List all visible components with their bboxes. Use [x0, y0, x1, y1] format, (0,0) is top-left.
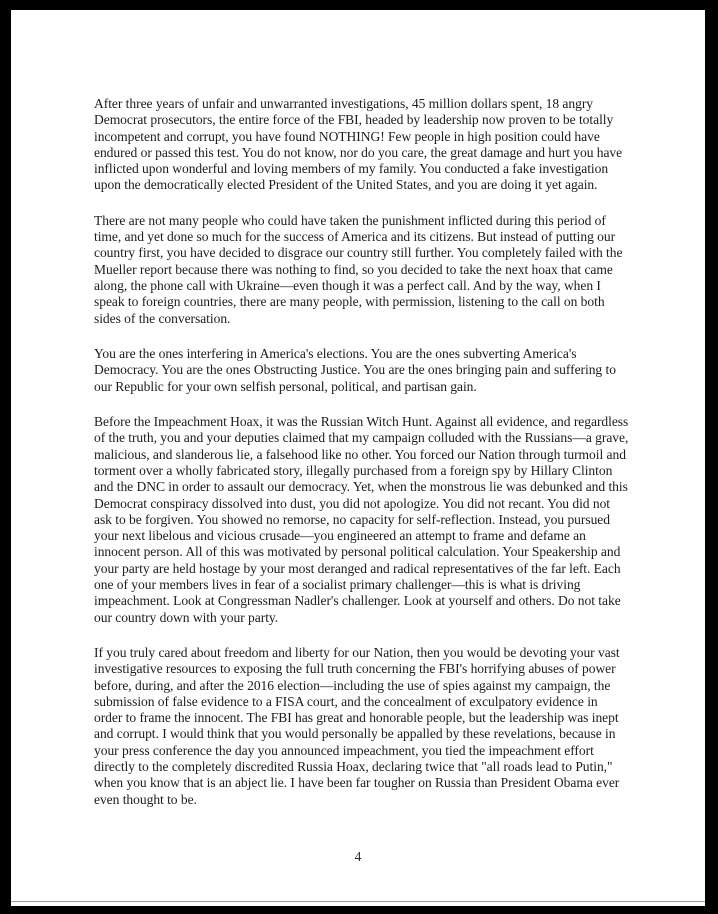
- paragraph-fbi-abuses: If you truly cared about freedom and liberty for our Nation, then you would be devoting your vast investigative resources to exposing the full truth concerning the FBI's horrifying abuses of power before, during, and after the 2016 election—including the use of spies against my campaign, the submission of false evidence to a FISA court, and the concealment of exculpatory evidence in order to frame the innocent. The FBI has great and honorable people, but the leadership was inept and corrupt. I would think that you would personally be appalled by these revelations, because in your press conference the day you announced impeachment, you tied the impeachment effort directly to the completely discredited Russia Hoax, declaring twice that "all roads lead to Putin," when you know that is an abject lie. I have been far tougher on Russia than President Obama ever even thought to be.: [94, 644, 620, 807]
- paragraph-election-interference: You are the ones interfering in America's elections. You are the ones subverting America's Democracy. You are the ones Obstructing Justice. You are the ones bringing pain and suffering to our Republic for your own selfish personal, political, and partisan gain.: [94, 346, 616, 394]
- scan-edge-line: [11, 901, 705, 902]
- letter-body: [94, 96, 629, 827]
- document-page: [11, 10, 705, 906]
- page-number: 4: [354, 849, 362, 864]
- paragraph-witch-hunt: Before the Impeachment Hoax, it was the Russian Witch Hunt. Against all evidence, and regardless of the truth, you and your deputies claimed that my campaign colluded with the Russians—a grave, malicious, and slanderous lie, a falsehood like no other. You forced our Nation through turmoil and torment over a wholly fabricated story, illegally purchased from a foreign spy by Hillary Clinton and the DNC in order to assault our democracy. Yet, when the monstrous lie was debunked and this Democrat conspiracy dissolved into dust, you did not apologize. You did not recant. You did not ask to be forgiven. You showed no remorse, no capacity for self-reflection. Instead, you pursued your next libelous and vicious crusade—you engineered an attempt to frame and defame an innocent person. All of this was motivated by personal political calculation. Your Speakership and your party are held hostage by your most deranged and radical representatives of the far left. Each one of your members lives in fear of a socialist primary challenger—this is what is driving impeachment. Look at Congressman Nadler's challenger. Look at yourself and others. Do not take our country down with your party.: [94, 414, 629, 625]
- paragraph-country-first: There are not many people who could have taken the punishment inflicted during this period of time, and yet done so much for the success of America and its citizens. But instead of putting our country first, you have decided to disgrace our country still further. You completely failed with the Mueller report because there was nothing to find, so you decided to take the next hoax that came along, the phone call with Ukraine—even though it was a perfect call. And by the way, when I speak to foreign countries, there are many people, with permission, listening to the call on both sides of the conversation.: [94, 212, 623, 326]
- paragraph-investigations: After three years of unfair and unwarranted investigations, 45 million dollars spent, 18 angry Democrat prosecutors, the entire force of the FBI, headed by leadership now proven to be totally incompetent and corrupt, you have found NOTHING! Few people in high position could have endured or passed this test. You do not know, nor do you care, the great damage and hurt you have inflicted upon wonderful and loving members of my family. You conducted a fake investigation upon the democratically elected President of the United States, and you are doing it yet again.: [94, 96, 623, 193]
